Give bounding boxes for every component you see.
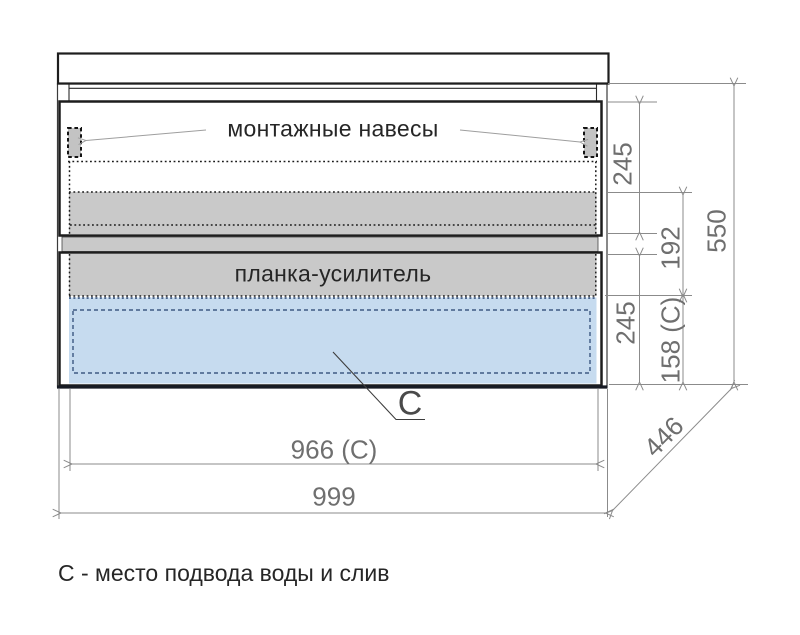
middle-gap-rail [62,237,598,252]
c-marker: C [397,384,423,423]
countertop [58,54,609,84]
dim-c-zone-height: 158 (C) [655,296,686,384]
label-mounting-hangers: монтажные навесы [227,115,439,142]
label-reinforcement-strip: планка-усилитель [234,260,432,287]
dim-total-height: 550 [701,209,732,253]
dim-hanger-rail-spacing: 192 [655,226,686,270]
caption-legend: С - место подвода воды и слив [58,560,390,586]
mounting-hanger-right [584,128,597,157]
dim-c-zone-width: 966 (C) [290,434,378,465]
dim-lower-drawer-height: 245 [610,301,641,345]
dim-total-width: 999 [312,481,356,512]
mounting-hanger-left [68,128,81,157]
upper-mounting-rail [69,192,597,234]
dim-upper-drawer-height: 245 [607,142,638,186]
dim-depth: 446 [637,410,690,463]
